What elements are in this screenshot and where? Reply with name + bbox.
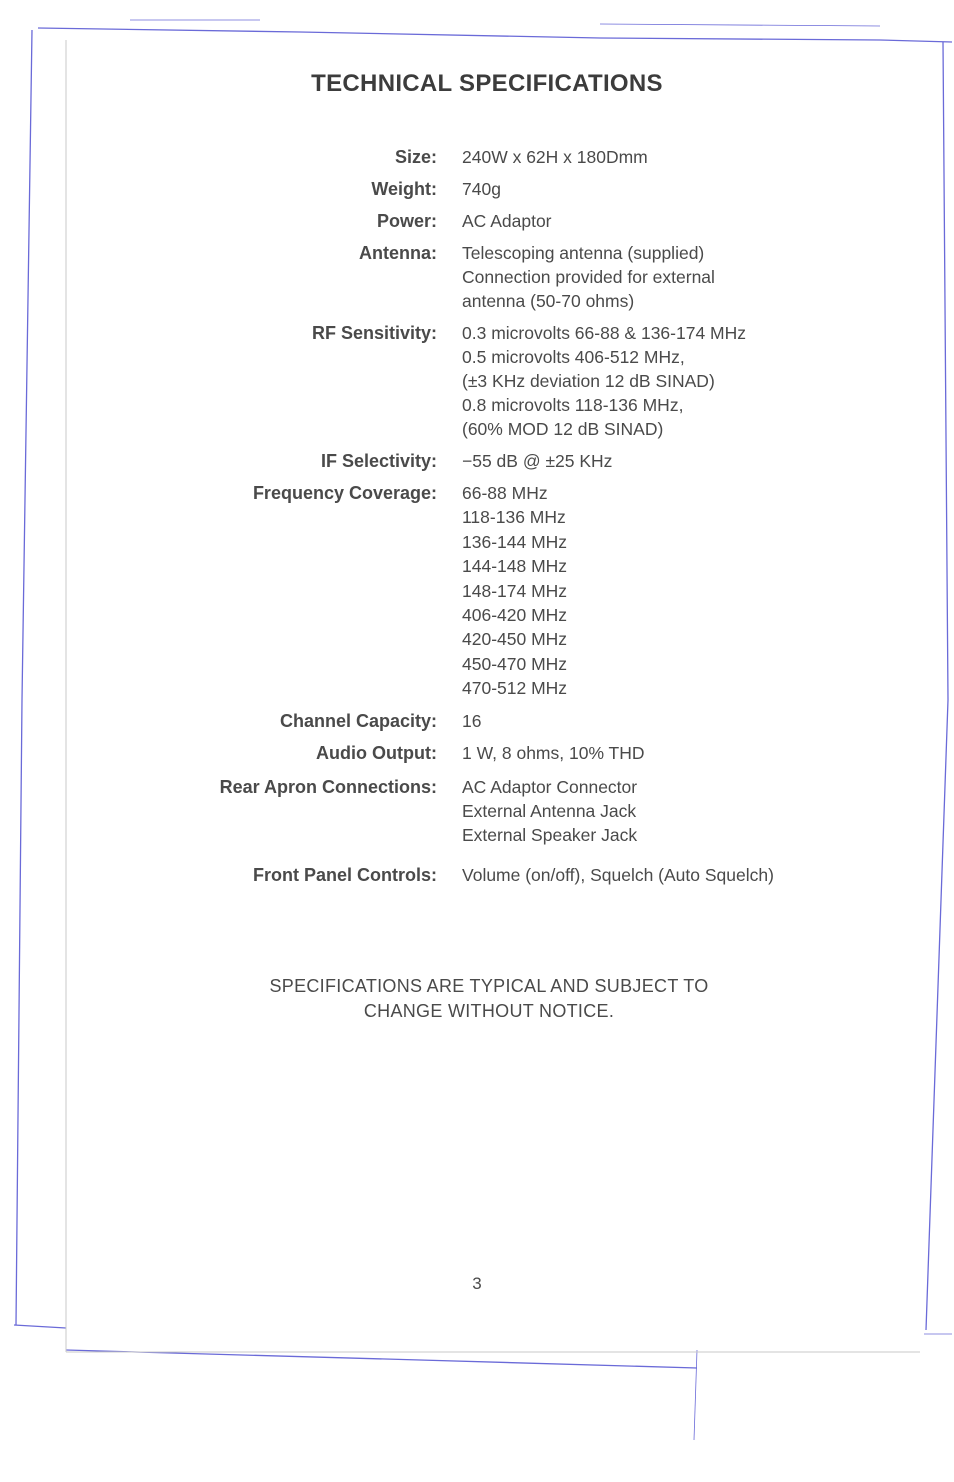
spec-row-audio-output [0, 741, 954, 765]
spec-table [0, 145, 954, 887]
spec-label: Power: [376, 211, 437, 231]
spec-value: 0.3 microvolts 66-88 & 136-174 MHz [462, 323, 747, 343]
spec-label: Rear Apron Connections: [219, 776, 437, 797]
spec-values [462, 209, 954, 233]
spec-value: 136-144 MHz [462, 531, 568, 552]
spec-value: (±3 KHz deviation 12 dB SINAD) [462, 371, 715, 391]
spec-value: −55 dB @ ±25 KHz [462, 451, 613, 471]
spec-values [462, 177, 954, 201]
spec-values [462, 449, 954, 473]
spec-label: Weight: [371, 179, 437, 199]
spec-value: 240W x 62H x 180Dmm [462, 147, 648, 167]
spec-row-channel-capacity [0, 709, 954, 733]
spec-label: Size: [394, 147, 437, 167]
specifications-notice [0, 974, 954, 1024]
spec-row-antenna [0, 241, 954, 313]
spec-values [462, 709, 954, 733]
spec-label: Antenna: [359, 243, 437, 263]
spec-values [462, 241, 954, 313]
spec-value: 0.5 microvolts 406-512 MHz, [462, 347, 685, 367]
spec-values [462, 481, 954, 701]
spec-row-rf-sensitivity [0, 321, 954, 441]
spec-value: 420-450 MHz [462, 629, 568, 650]
notice-line: CHANGE WITHOUT NOTICE. [363, 1001, 615, 1021]
spec-value: Connection provided for external [462, 267, 715, 287]
spec-row-power [0, 209, 954, 233]
spec-value: (60% MOD 12 dB SINAD) [462, 419, 664, 439]
spec-row-size [0, 145, 954, 169]
spec-label: Front Panel Controls: [253, 864, 437, 885]
spec-value: 144-148 MHz [462, 556, 568, 577]
spec-label: RF Sensitivity: [311, 323, 437, 343]
spec-value: Volume (on/off), Squelch (Auto Squelch) [462, 864, 774, 885]
spec-value: antenna (50-70 ohms) [462, 291, 635, 311]
spec-values [462, 321, 954, 441]
spec-value: External Antenna Jack [462, 800, 637, 821]
spec-value: 450-470 MHz [462, 653, 568, 674]
spec-value: 740g [462, 179, 501, 199]
spec-row-rear-apron-connections [0, 775, 954, 847]
spec-values [462, 145, 954, 169]
spec-value: 66-88 MHz [462, 483, 548, 503]
spec-row-front-panel-controls [0, 863, 954, 887]
spec-value: 118-136 MHz [462, 507, 566, 528]
page-title: TECHNICAL SPECIFICATIONS [311, 70, 663, 97]
spec-values [462, 775, 954, 847]
spec-row-if-selectivity [0, 449, 954, 473]
spec-label: Frequency Coverage: [252, 483, 437, 503]
spec-value: 16 [462, 710, 482, 731]
spec-value: 1 W, 8 ohms, 10% THD [462, 742, 645, 763]
spec-values [462, 863, 954, 887]
spec-value: External Speaker Jack [462, 824, 638, 845]
spec-value: 406-420 MHz [462, 605, 568, 626]
spec-label: Channel Capacity: [279, 710, 437, 731]
spec-value: 0.8 microvolts 118-136 MHz, [462, 395, 684, 415]
spec-row-weight [0, 177, 954, 201]
spec-value: AC Adaptor [462, 211, 552, 231]
spec-value: 470-512 MHz [462, 678, 568, 699]
spec-value: 148-174 MHz [462, 580, 568, 601]
page-number: 3 [472, 1274, 482, 1293]
spec-row-frequency-coverage [0, 481, 954, 701]
spec-values [462, 741, 954, 765]
spec-value: Telescoping antenna (supplied) [462, 243, 705, 263]
notice-line: SPECIFICATIONS ARE TYPICAL AND SUBJECT TO [269, 976, 709, 996]
spec-label: Audio Output: [316, 742, 437, 763]
spec-label: IF Selectivity: [320, 451, 437, 471]
spec-value: AC Adaptor Connector [462, 776, 638, 797]
